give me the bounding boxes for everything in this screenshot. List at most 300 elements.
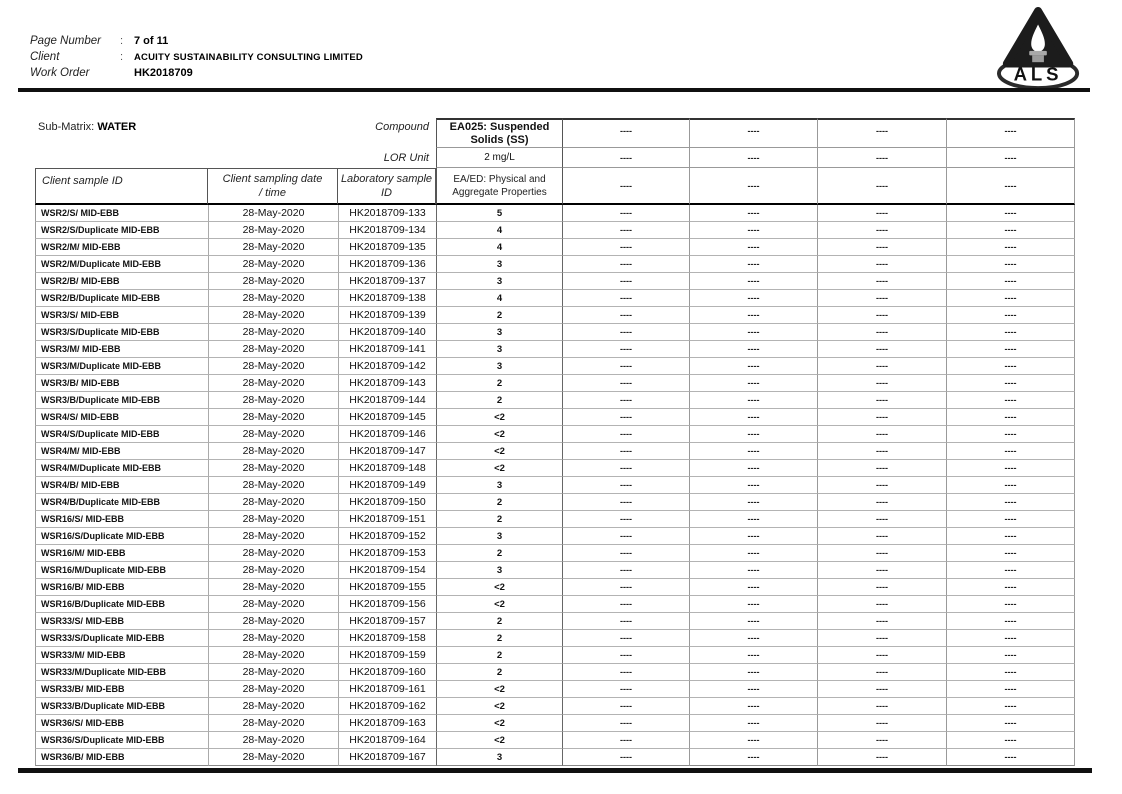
empty-result: ----	[947, 494, 1075, 511]
compound-method-line2: Aggregate Properties	[452, 186, 547, 198]
compound-method-line1: EA/ED: Physical and	[453, 173, 546, 185]
empty-result: ----	[563, 222, 690, 239]
lab-sample-id: HK2018709-164	[338, 732, 436, 749]
empty-result: ----	[818, 290, 947, 307]
client-sample-id: WSR4/B/Duplicate MID-EBB	[35, 494, 208, 511]
colon: :	[120, 51, 124, 63]
lab-sample-id: HK2018709-151	[338, 511, 436, 528]
sampling-date: 28-May-2020	[208, 647, 338, 664]
empty-result: ----	[818, 562, 947, 579]
empty-result: ----	[563, 443, 690, 460]
empty-result: ----	[947, 375, 1075, 392]
empty-result: ----	[690, 205, 818, 222]
sampling-date: 28-May-2020	[208, 358, 338, 375]
client-sample-id: WSR2/S/ MID-EBB	[35, 205, 208, 222]
sampling-date: 28-May-2020	[208, 222, 338, 239]
client-sample-id: WSR2/B/Duplicate MID-EBB	[35, 290, 208, 307]
result-value: 3	[436, 341, 563, 358]
client-sample-id: WSR3/B/ MID-EBB	[35, 375, 208, 392]
result-value: 2	[436, 375, 563, 392]
empty-result: ----	[690, 630, 818, 647]
empty-result: ----	[947, 409, 1075, 426]
empty-lor-cell: ----	[818, 148, 947, 168]
sampling-date-header-line2: / time	[259, 187, 286, 199]
lab-sample-id: HK2018709-163	[338, 715, 436, 732]
empty-result: ----	[690, 324, 818, 341]
empty-result: ----	[690, 698, 818, 715]
empty-result: ----	[818, 715, 947, 732]
empty-result: ----	[690, 681, 818, 698]
colon: :	[120, 35, 124, 47]
empty-result: ----	[818, 426, 947, 443]
empty-result: ----	[947, 681, 1075, 698]
empty-compound-header: ----	[818, 118, 947, 148]
sampling-date: 28-May-2020	[208, 511, 338, 528]
result-value: 4	[436, 290, 563, 307]
empty-result: ----	[947, 426, 1075, 443]
client-sample-id: WSR3/S/ MID-EBB	[35, 307, 208, 324]
lab-sample-id: HK2018709-160	[338, 664, 436, 681]
sampling-date: 28-May-2020	[208, 256, 338, 273]
empty-result: ----	[818, 647, 947, 664]
sampling-date: 28-May-2020	[208, 732, 338, 749]
client-sample-id: WSR33/M/Duplicate MID-EBB	[35, 664, 208, 681]
empty-result: ----	[563, 545, 690, 562]
empty-result: ----	[947, 477, 1075, 494]
empty-result: ----	[947, 256, 1075, 273]
sampling-date: 28-May-2020	[208, 698, 338, 715]
empty-result: ----	[947, 528, 1075, 545]
empty-result: ----	[947, 511, 1075, 528]
compound-lor-unit: 2 mg/L	[436, 148, 563, 168]
client-sample-id: WSR4/S/Duplicate MID-EBB	[35, 426, 208, 443]
empty-result: ----	[563, 749, 690, 766]
sampling-date: 28-May-2020	[208, 273, 338, 290]
sampling-date: 28-May-2020	[208, 579, 338, 596]
result-value: 2	[436, 545, 563, 562]
sampling-date: 28-May-2020	[208, 528, 338, 545]
lab-sample-id: HK2018709-167	[338, 749, 436, 766]
empty-result: ----	[947, 613, 1075, 630]
empty-method-cell: ----	[563, 168, 690, 205]
client-sample-id: WSR2/M/Duplicate MID-EBB	[35, 256, 208, 273]
compound-method	[436, 168, 563, 205]
result-value: 2	[436, 511, 563, 528]
empty-result: ----	[818, 273, 947, 290]
empty-result: ----	[947, 358, 1075, 375]
result-value: <2	[436, 443, 563, 460]
compound-row-label: Compound	[375, 121, 429, 133]
work-order-label: Work Order	[30, 67, 90, 79]
empty-result: ----	[818, 681, 947, 698]
empty-result: ----	[818, 307, 947, 324]
empty-result: ----	[563, 307, 690, 324]
empty-result: ----	[690, 341, 818, 358]
lab-sample-id: HK2018709-140	[338, 324, 436, 341]
empty-result: ----	[947, 698, 1075, 715]
empty-result: ----	[818, 256, 947, 273]
lab-sample-id: HK2018709-137	[338, 273, 436, 290]
empty-result: ----	[818, 596, 947, 613]
page-bottom-rule	[18, 768, 1092, 773]
empty-result: ----	[818, 477, 947, 494]
sampling-date: 28-May-2020	[208, 545, 338, 562]
lab-sample-id: HK2018709-162	[338, 698, 436, 715]
table-meta-row-lor	[35, 148, 436, 168]
empty-result: ----	[690, 511, 818, 528]
empty-result: ----	[690, 222, 818, 239]
empty-compound-header: ----	[690, 118, 818, 148]
result-value: 2	[436, 647, 563, 664]
sampling-date: 28-May-2020	[208, 494, 338, 511]
client-sample-id: WSR4/M/Duplicate MID-EBB	[35, 460, 208, 477]
als-logo-icon	[988, 5, 1092, 91]
empty-result: ----	[563, 256, 690, 273]
empty-result: ----	[947, 630, 1075, 647]
page-number-value: 7 of 11	[134, 35, 169, 47]
result-value: <2	[436, 460, 563, 477]
client-sample-id: WSR3/M/Duplicate MID-EBB	[35, 358, 208, 375]
lab-sample-id: HK2018709-150	[338, 494, 436, 511]
client-sample-id: WSR36/B/ MID-EBB	[35, 749, 208, 766]
client-sample-id: WSR3/M/ MID-EBB	[35, 341, 208, 358]
sampling-date: 28-May-2020	[208, 307, 338, 324]
lab-sample-id: HK2018709-152	[338, 528, 436, 545]
sampling-date: 28-May-2020	[208, 613, 338, 630]
result-value: <2	[436, 681, 563, 698]
table-meta-row-compound	[35, 118, 436, 148]
empty-result: ----	[690, 307, 818, 324]
empty-result: ----	[563, 409, 690, 426]
result-value: 4	[436, 239, 563, 256]
header-divider-rule	[18, 88, 1090, 92]
empty-result: ----	[690, 664, 818, 681]
client-sample-id: WSR33/B/ MID-EBB	[35, 681, 208, 698]
sampling-date: 28-May-2020	[208, 409, 338, 426]
empty-result: ----	[947, 579, 1075, 596]
empty-result: ----	[690, 358, 818, 375]
empty-result: ----	[690, 494, 818, 511]
lor-unit-row-label: LOR Unit	[383, 152, 429, 164]
result-value: 3	[436, 273, 563, 290]
empty-result: ----	[818, 528, 947, 545]
lab-sample-id: HK2018709-145	[338, 409, 436, 426]
client-sample-id: WSR4/M/ MID-EBB	[35, 443, 208, 460]
empty-result: ----	[563, 562, 690, 579]
empty-lor-cell: ----	[947, 148, 1075, 168]
empty-method-cell: ----	[947, 168, 1075, 205]
sampling-date: 28-May-2020	[208, 477, 338, 494]
empty-result: ----	[818, 375, 947, 392]
empty-result: ----	[947, 443, 1075, 460]
empty-result: ----	[947, 273, 1075, 290]
empty-result: ----	[563, 239, 690, 256]
empty-result: ----	[818, 732, 947, 749]
empty-result: ----	[690, 715, 818, 732]
lab-sample-id: HK2018709-146	[338, 426, 436, 443]
empty-result: ----	[563, 358, 690, 375]
empty-result: ----	[690, 273, 818, 290]
client-sample-id: WSR33/S/Duplicate MID-EBB	[35, 630, 208, 647]
empty-result: ----	[818, 358, 947, 375]
empty-result: ----	[563, 732, 690, 749]
lab-sample-id-header-line2: ID	[381, 187, 392, 199]
result-value: 3	[436, 528, 563, 545]
lab-sample-id: HK2018709-155	[338, 579, 436, 596]
empty-result: ----	[563, 647, 690, 664]
client-sample-id: WSR4/S/ MID-EBB	[35, 409, 208, 426]
result-value: <2	[436, 715, 563, 732]
sub-matrix-label: Sub-Matrix:	[38, 121, 95, 133]
client-sample-id: WSR2/B/ MID-EBB	[35, 273, 208, 290]
empty-result: ----	[563, 477, 690, 494]
empty-result: ----	[947, 749, 1075, 766]
empty-result: ----	[690, 613, 818, 630]
client-sample-id: WSR36/S/Duplicate MID-EBB	[35, 732, 208, 749]
sampling-date: 28-May-2020	[208, 375, 338, 392]
empty-result: ----	[818, 511, 947, 528]
empty-compound-header: ----	[563, 118, 690, 148]
result-value: <2	[436, 596, 563, 613]
sampling-date: 28-May-2020	[208, 562, 338, 579]
empty-result: ----	[818, 545, 947, 562]
client-sample-id: WSR16/M/Duplicate MID-EBB	[35, 562, 208, 579]
client-sample-id: WSR33/B/Duplicate MID-EBB	[35, 698, 208, 715]
empty-result: ----	[818, 392, 947, 409]
compound-title-line2: Solids (SS)	[470, 133, 529, 146]
empty-result: ----	[947, 545, 1075, 562]
empty-result: ----	[563, 375, 690, 392]
empty-result: ----	[947, 239, 1075, 256]
client-sample-id: WSR33/S/ MID-EBB	[35, 613, 208, 630]
lab-sample-id: HK2018709-147	[338, 443, 436, 460]
empty-result: ----	[947, 324, 1075, 341]
empty-result: ----	[818, 494, 947, 511]
empty-result: ----	[947, 715, 1075, 732]
sampling-date: 28-May-2020	[208, 460, 338, 477]
empty-result: ----	[563, 290, 690, 307]
lab-sample-id: HK2018709-159	[338, 647, 436, 664]
lab-sample-id: HK2018709-143	[338, 375, 436, 392]
page-number-label: Page Number	[30, 35, 101, 47]
empty-result: ----	[818, 664, 947, 681]
empty-result: ----	[947, 392, 1075, 409]
empty-result: ----	[818, 409, 947, 426]
result-value: <2	[436, 579, 563, 596]
client-sample-id: WSR16/S/ MID-EBB	[35, 511, 208, 528]
compound-title-line1: EA025: Suspended	[449, 120, 550, 133]
empty-result: ----	[690, 256, 818, 273]
client-sample-id: WSR16/S/Duplicate MID-EBB	[35, 528, 208, 545]
empty-result: ----	[690, 596, 818, 613]
lab-sample-id: HK2018709-135	[338, 239, 436, 256]
client-sample-id: WSR16/B/Duplicate MID-EBB	[35, 596, 208, 613]
sub-matrix-value: WATER	[97, 121, 137, 133]
empty-result: ----	[563, 681, 690, 698]
client-sample-id: WSR2/S/Duplicate MID-EBB	[35, 222, 208, 239]
empty-result: ----	[563, 273, 690, 290]
empty-result: ----	[818, 239, 947, 256]
empty-result: ----	[563, 494, 690, 511]
empty-result: ----	[690, 375, 818, 392]
empty-result: ----	[563, 528, 690, 545]
empty-result: ----	[563, 392, 690, 409]
empty-result: ----	[818, 341, 947, 358]
lab-sample-id: HK2018709-134	[338, 222, 436, 239]
empty-result: ----	[690, 545, 818, 562]
lab-sample-id: HK2018709-154	[338, 562, 436, 579]
empty-result: ----	[563, 664, 690, 681]
sampling-date: 28-May-2020	[208, 324, 338, 341]
empty-result: ----	[947, 596, 1075, 613]
sampling-date: 28-May-2020	[208, 664, 338, 681]
empty-result: ----	[690, 528, 818, 545]
empty-result: ----	[690, 749, 818, 766]
empty-result: ----	[690, 392, 818, 409]
result-value: <2	[436, 426, 563, 443]
empty-result: ----	[563, 596, 690, 613]
lab-sample-id-header-line1: Laboratory sample	[340, 173, 433, 185]
lab-sample-id: HK2018709-161	[338, 681, 436, 698]
empty-result: ----	[947, 647, 1075, 664]
empty-result: ----	[947, 222, 1075, 239]
lab-sample-id: HK2018709-133	[338, 205, 436, 222]
empty-result: ----	[818, 443, 947, 460]
result-value: 2	[436, 494, 563, 511]
empty-result: ----	[690, 409, 818, 426]
empty-result: ----	[690, 579, 818, 596]
empty-compound-header: ----	[947, 118, 1075, 148]
empty-result: ----	[818, 749, 947, 766]
client-label: Client	[30, 51, 60, 63]
empty-result: ----	[563, 511, 690, 528]
result-value: 3	[436, 562, 563, 579]
empty-result: ----	[690, 460, 818, 477]
empty-result: ----	[818, 460, 947, 477]
sampling-date: 28-May-2020	[208, 341, 338, 358]
empty-result: ----	[947, 562, 1075, 579]
lab-sample-id: HK2018709-136	[338, 256, 436, 273]
lab-sample-id: HK2018709-153	[338, 545, 436, 562]
sub-matrix	[38, 121, 136, 133]
lab-sample-id: HK2018709-139	[338, 307, 436, 324]
empty-result: ----	[690, 426, 818, 443]
result-value: 2	[436, 613, 563, 630]
result-value: 5	[436, 205, 563, 222]
result-value: 3	[436, 324, 563, 341]
empty-lor-cell: ----	[563, 148, 690, 168]
sampling-date-header	[208, 168, 338, 205]
empty-result: ----	[563, 698, 690, 715]
empty-result: ----	[563, 205, 690, 222]
empty-result: ----	[947, 307, 1075, 324]
result-value: 4	[436, 222, 563, 239]
lab-sample-id: HK2018709-138	[338, 290, 436, 307]
empty-result: ----	[947, 732, 1075, 749]
empty-result: ----	[690, 443, 818, 460]
empty-result: ----	[947, 341, 1075, 358]
empty-result: ----	[690, 239, 818, 256]
empty-result: ----	[563, 579, 690, 596]
sampling-date: 28-May-2020	[208, 205, 338, 222]
client-sample-id: WSR16/B/ MID-EBB	[35, 579, 208, 596]
result-value: 2	[436, 307, 563, 324]
lab-sample-id: HK2018709-148	[338, 460, 436, 477]
result-value: <2	[436, 732, 563, 749]
result-value: 3	[436, 477, 563, 494]
sampling-date: 28-May-2020	[208, 715, 338, 732]
client-sample-id: WSR33/M/ MID-EBB	[35, 647, 208, 664]
empty-result: ----	[690, 732, 818, 749]
result-value: 2	[436, 630, 563, 647]
empty-lor-cell: ----	[690, 148, 818, 168]
sampling-date-header-line1: Client sampling date	[222, 173, 323, 185]
lab-sample-id: HK2018709-144	[338, 392, 436, 409]
sampling-date: 28-May-2020	[208, 426, 338, 443]
report-header	[30, 35, 363, 79]
empty-result: ----	[947, 460, 1075, 477]
empty-result: ----	[818, 698, 947, 715]
empty-result: ----	[690, 562, 818, 579]
empty-result: ----	[690, 290, 818, 307]
empty-result: ----	[563, 630, 690, 647]
empty-result: ----	[818, 324, 947, 341]
lab-sample-id: HK2018709-156	[338, 596, 436, 613]
lab-sample-id: HK2018709-149	[338, 477, 436, 494]
result-value: 3	[436, 256, 563, 273]
results-table	[35, 118, 1075, 766]
empty-result: ----	[818, 630, 947, 647]
empty-result: ----	[818, 579, 947, 596]
sampling-date: 28-May-2020	[208, 239, 338, 256]
empty-result: ----	[818, 613, 947, 630]
lab-sample-id: HK2018709-141	[338, 341, 436, 358]
lab-sample-id: HK2018709-158	[338, 630, 436, 647]
empty-result: ----	[818, 205, 947, 222]
sampling-date: 28-May-2020	[208, 392, 338, 409]
empty-method-cell: ----	[690, 168, 818, 205]
client-sample-id-header: Client sample ID	[35, 168, 208, 205]
empty-result: ----	[690, 477, 818, 494]
client-sample-id: WSR36/S/ MID-EBB	[35, 715, 208, 732]
empty-result: ----	[947, 290, 1075, 307]
client-sample-id: WSR2/M/ MID-EBB	[35, 239, 208, 256]
empty-result: ----	[563, 426, 690, 443]
empty-result: ----	[563, 613, 690, 630]
result-value: <2	[436, 409, 563, 426]
empty-result: ----	[690, 647, 818, 664]
work-order-value: HK2018709	[134, 67, 193, 79]
empty-result: ----	[947, 664, 1075, 681]
result-value: 3	[436, 749, 563, 766]
result-value: 2	[436, 392, 563, 409]
sampling-date: 28-May-2020	[208, 630, 338, 647]
lab-sample-id-header	[338, 168, 436, 205]
empty-result: ----	[818, 222, 947, 239]
sampling-date: 28-May-2020	[208, 596, 338, 613]
empty-result: ----	[563, 715, 690, 732]
result-value: <2	[436, 698, 563, 715]
empty-result: ----	[563, 460, 690, 477]
empty-method-cell: ----	[818, 168, 947, 205]
lab-sample-id: HK2018709-157	[338, 613, 436, 630]
client-value: ACUITY SUSTAINABILITY CONSULTING LIMITED	[134, 52, 363, 63]
sampling-date: 28-May-2020	[208, 443, 338, 460]
result-value: 2	[436, 664, 563, 681]
empty-result: ----	[563, 324, 690, 341]
empty-result: ----	[563, 341, 690, 358]
client-sample-id: WSR3/S/Duplicate MID-EBB	[35, 324, 208, 341]
